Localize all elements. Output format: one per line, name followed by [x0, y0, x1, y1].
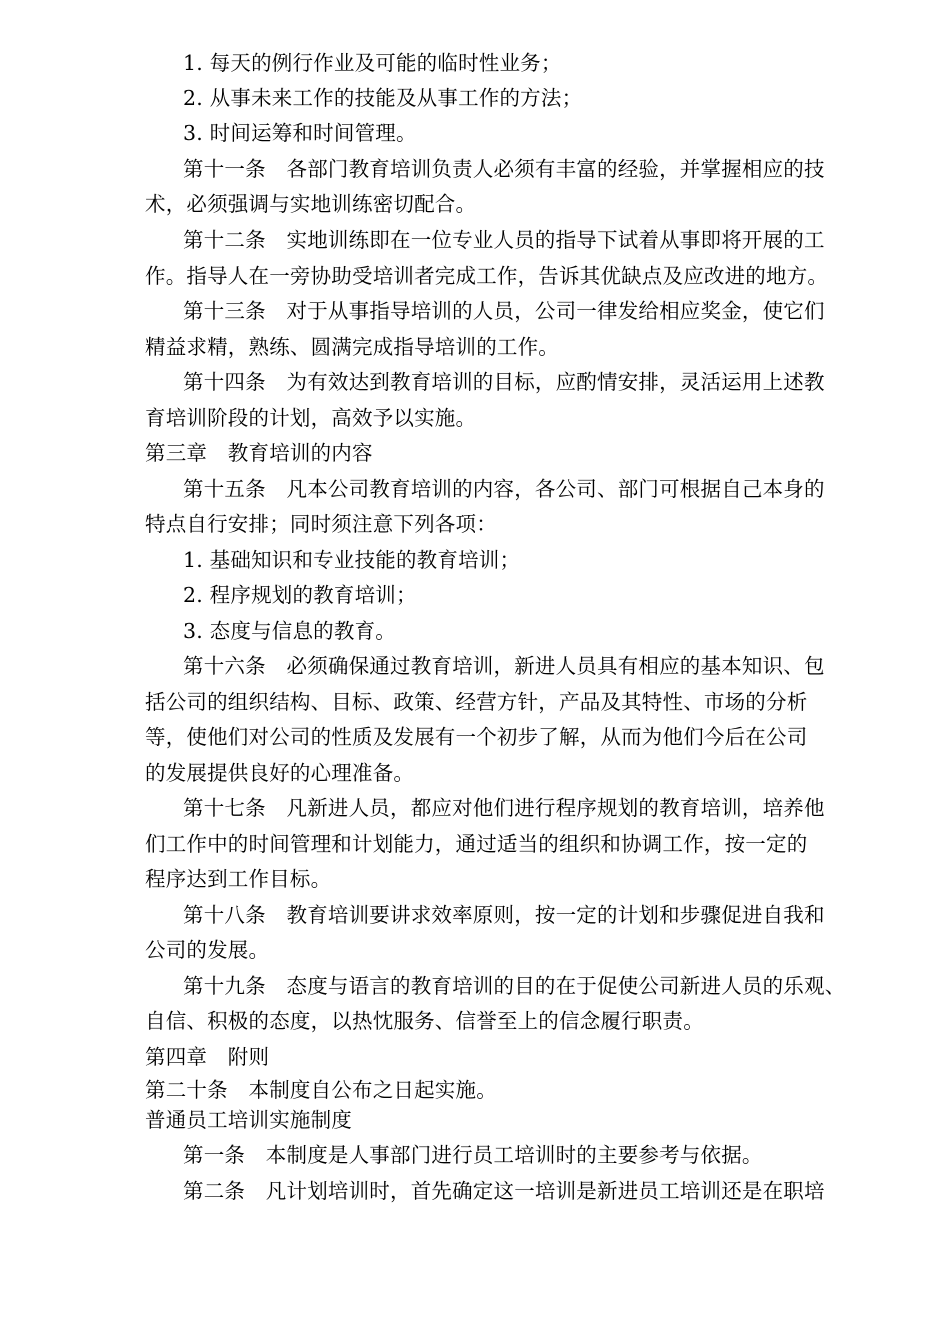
- article-16-cont-2: 等，使他们对公司的性质及发展有一个初步了解，从而为他们今后在公司: [145, 725, 808, 749]
- list-item-6: 3. 态度与信息的教育。: [183, 619, 396, 643]
- list-item-1: 1. 每天的例行作业及可能的临时性业务；: [183, 51, 562, 75]
- article-12: 第十二条 实地训练即在一位专业人员的指导下试着从事即将开展的工: [183, 228, 825, 252]
- article-17-cont-1: 们工作中的时间管理和计划能力，通过适当的组织和协调工作，按一定的: [145, 832, 808, 856]
- list-item-5: 2. 程序规划的教育培训；: [183, 583, 417, 607]
- article-16-cont-3: 的发展提供良好的心理准备。: [145, 761, 415, 785]
- article-11: 第十一条 各部门教育培训负责人必须有丰富的经验，并掌握相应的技: [183, 157, 825, 181]
- article-13-cont: 精益求精，熟练、圆满完成指导培训的工作。: [145, 335, 559, 359]
- article-16-cont-1: 括公司的组织结构、目标、政策、经营方针，产品及其特性、市场的分析: [145, 690, 808, 714]
- chapter-4-heading: 第四章 附则: [145, 1045, 270, 1069]
- article-11-cont: 术，必须强调与实地训练密切配合。: [145, 192, 477, 216]
- article-15-cont: 特点自行安排；同时须注意下列各项：: [145, 512, 497, 536]
- chapter-3-heading: 第三章 教育培训的内容: [145, 441, 373, 465]
- article-17: 第十七条 凡新进人员，都应对他们进行程序规划的教育培训，培养他: [183, 796, 825, 820]
- list-item-2: 2. 从事未来工作的技能及从事工作的方法；: [183, 86, 583, 110]
- article-17-cont-2: 程序达到工作目标。: [145, 867, 332, 891]
- article-16: 第十六条 必须确保通过教育培训，新进人员具有相应的基本知识、包: [183, 654, 825, 678]
- article-15: 第十五条 凡本公司教育培训的内容，各公司、部门可根据自己本身的: [183, 477, 825, 501]
- article-18: 第十八条 教育培训要讲求效率原则，按一定的计划和步骤促进自我和: [183, 903, 825, 927]
- article-20: 第二十条 本制度自公布之日起实施。: [145, 1078, 497, 1102]
- article-14-cont: 育培训阶段的计划，高效予以实施。: [145, 406, 477, 430]
- new-article-1: 第一条 本制度是人事部门进行员工培训时的主要参考与依据。: [183, 1143, 763, 1167]
- article-13: 第十三条 对于从事指导培训的人员，公司一律发给相应奖金，使它们: [183, 299, 825, 323]
- article-19-cont: 自信、积极的态度，以热忱服务、信誉至上的信念履行职责。: [145, 1009, 704, 1033]
- article-14: 第十四条 为有效达到教育培训的目标，应酌情安排，灵活运用上述教: [183, 370, 825, 394]
- list-item-4: 1. 基础知识和专业技能的教育培训；: [183, 548, 521, 572]
- article-19: 第十九条 态度与语言的教育培训的目的在于促使公司新进人员的乐观、: [183, 974, 846, 998]
- list-item-3: 3. 时间运筹和时间管理。: [183, 121, 417, 145]
- section-title: 普通员工培训实施制度: [145, 1108, 352, 1132]
- article-12-cont: 作。指导人在一旁协助受培训者完成工作，告诉其优缺点及应改进的地方。: [145, 264, 829, 288]
- new-article-2: 第二条 凡计划培训时，首先确定这一培训是新进员工培训还是在职培: [183, 1179, 825, 1203]
- article-18-cont: 公司的发展。: [145, 938, 270, 962]
